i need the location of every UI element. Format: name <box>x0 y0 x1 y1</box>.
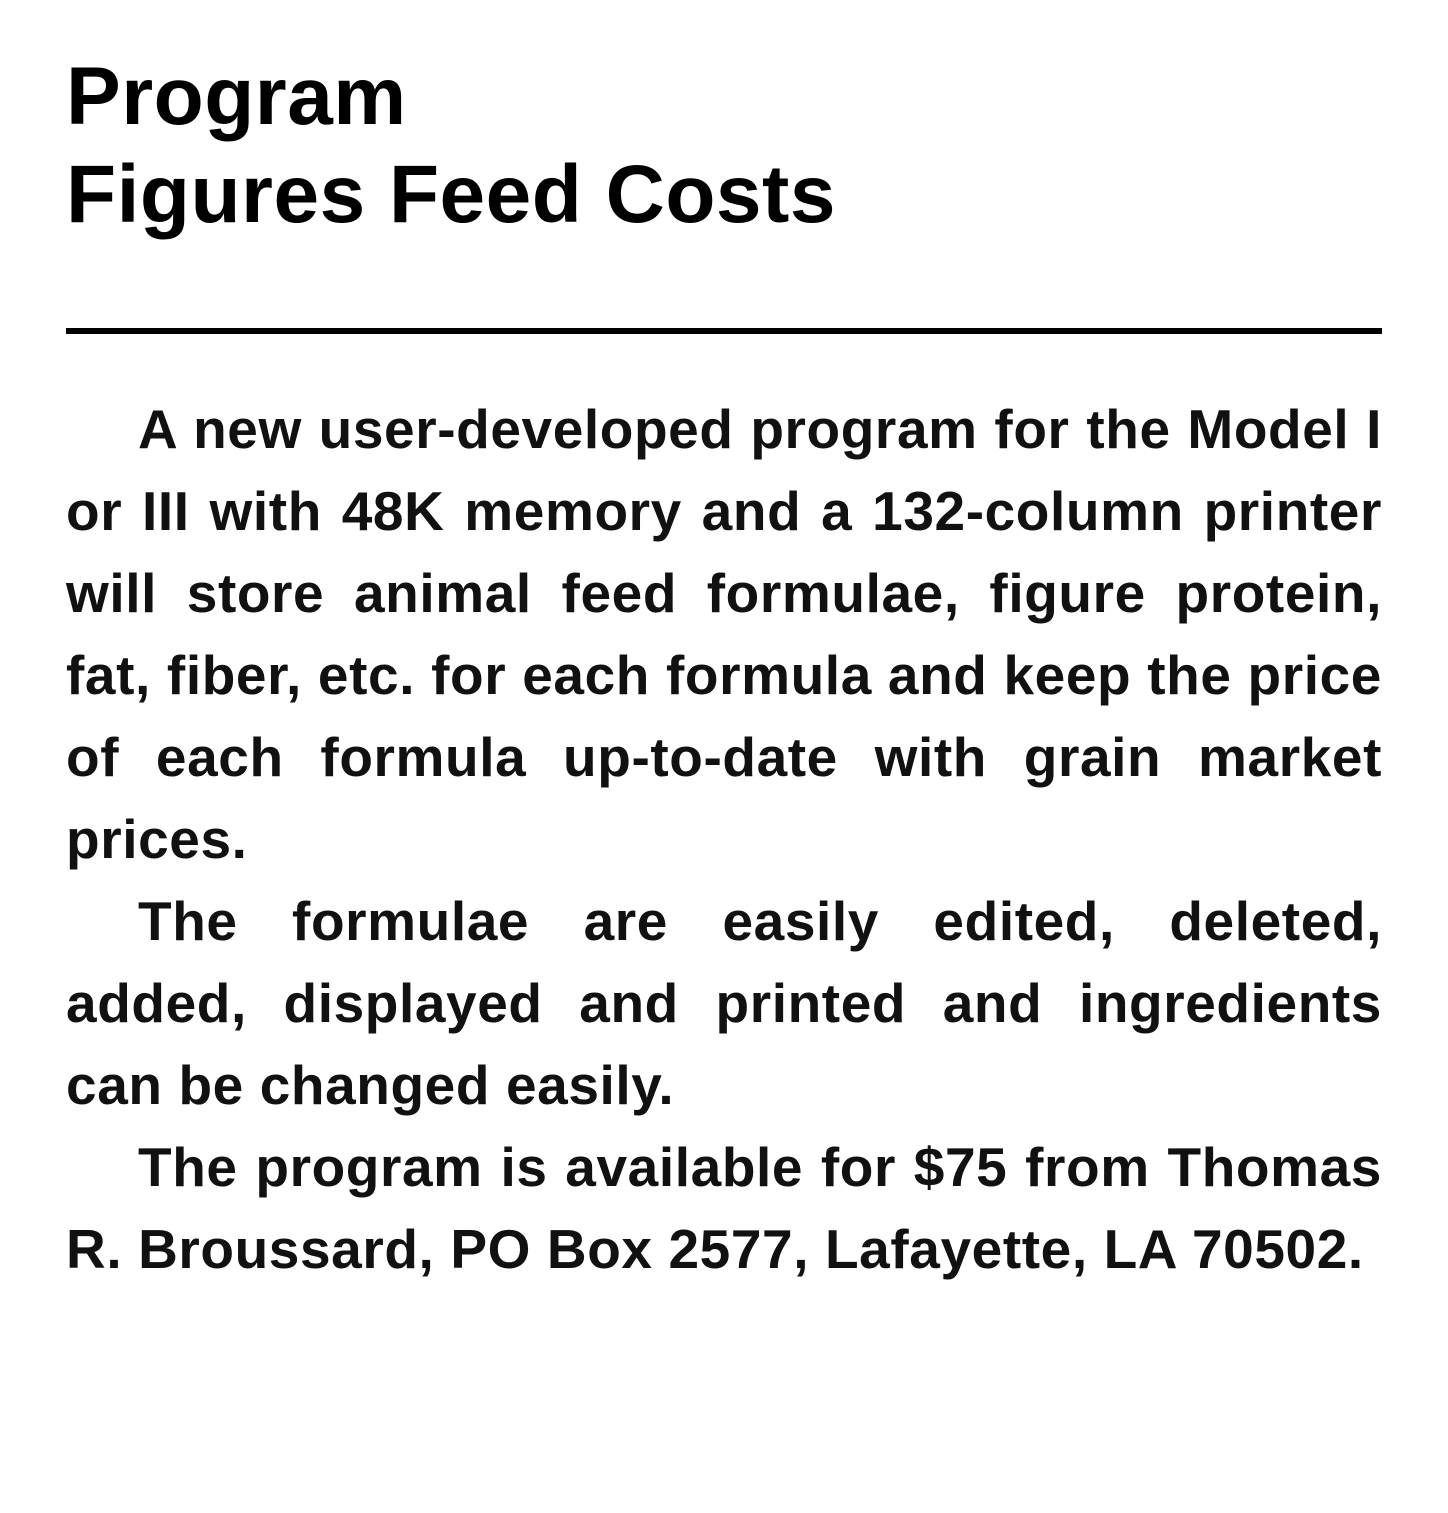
article-body <box>66 388 1382 1290</box>
headline-line-2: Figures Feed Costs <box>66 149 836 240</box>
paragraph-availability: The program is available for $75 from Thomas R. Broussard, PO Box 2577, Lafayette, LA 70502. <box>66 1136 1382 1280</box>
headline-line-1: Program <box>66 51 407 142</box>
article <box>66 48 1382 1280</box>
paragraph-features: The formulae are easily edited, deleted, added, displayed and printed and ingredients can be changed easily. <box>66 890 1382 1116</box>
paragraph-intro: A new user-developed program for the Model I or III with 48K memory and a 132-column printer will store animal feed formulae, figure protein, fat, fiber, etc. for each formula and keep the price of each formula up-to-date with grain market prices. <box>66 398 1382 870</box>
headline <box>66 48 1382 244</box>
headline-divider <box>66 328 1382 334</box>
